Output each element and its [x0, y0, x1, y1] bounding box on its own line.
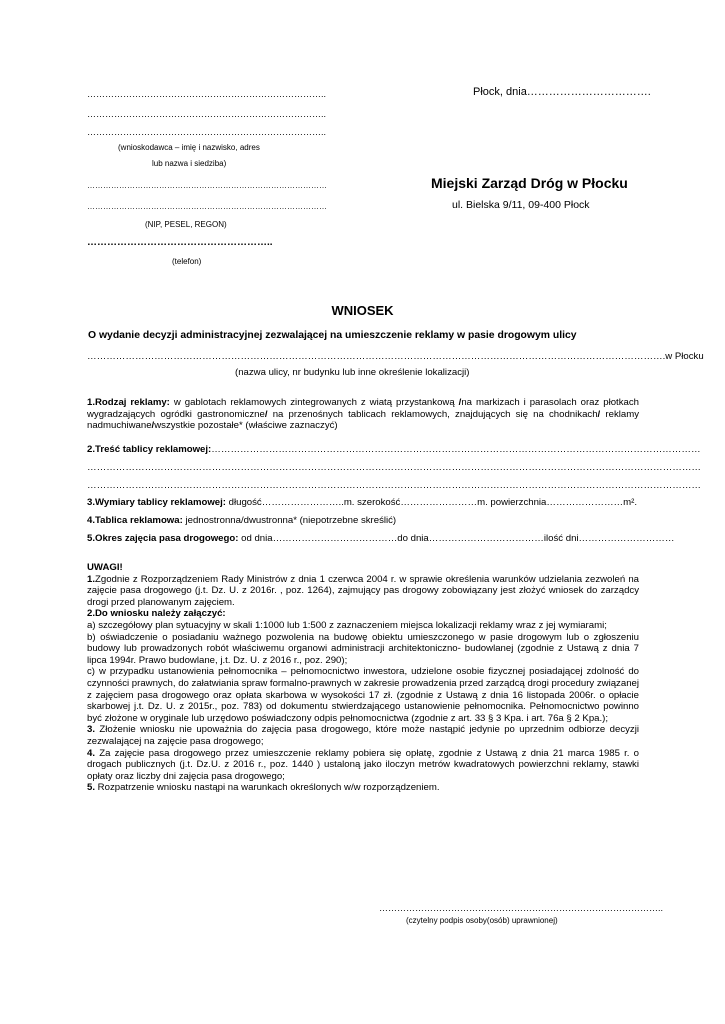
note-4-number: 4. — [87, 747, 96, 759]
office-address: ul. Bielska 9/11, 09-400 Płock — [452, 199, 590, 211]
applicant-line-3: …………………………………………………………………….. — [87, 127, 327, 137]
note-1-text: Zgodnie z Rozporządzeniem Rady Ministrów z dnia 1 czerwca 2004 r. w sprawie określenia warunków udzielania zezwoleń na zajęcie pasa drogowego (j.t. Dz. U. z 2016r. , poz. 1264), zajmujący pas drogowy zobowiązany jest złożyć wniosek do zarządcy drogi przed planowanym zajęciem. — [87, 573, 639, 608]
ad-type-option-portable-boards: na przenośnych tablicach reklamowych, znajdujących się na chodnikach — [267, 408, 598, 420]
office-name: Miejski Zarząd Dróg w Płocku — [431, 175, 628, 191]
note-2b: b) oświadczenie o posiadaniu ważnego pozwolenia na budowę obiektu umieszczonego w pasie drogowym lub o zgłoszeniu budowy lub prowadzonych robót właściwemu organowi administracji architektoniczno- budowlanej (zgodnie z Ustawą z dnia 7 lipca 1994r. Prawo budowlane, j.t. Dz. U. z 2016 r., poz. 290); — [87, 631, 639, 666]
signature-caption: (czytelny podpis osoby(osób) uprawnionej) — [406, 916, 558, 925]
note-2c: c) w przypadku ustanowienia pełnomocnika – pełnomocnictwo inwestora, udzielone osobie fizycznej posiadającej zdolność do czynności prawnych, do załatwiania spraw formalno-prawnych w zakresie prowadzenia przed zarządcą drogi procedury związanej z zajęciem pasa drogowego oraz opłata skarbowa w wysokości 17 zł. (zgodnie z Ustawą z dnia 16 listopada 2006r. o opłacie skarbowej j.t. Dz. U. z 2015r., poz. 783) od dokumentu stwierdzającego ustanowienie pełnomocnika. Pełnomocnictwo powinno być złożone w oryginale lub urzędowo poświadczony odpis pełnomocnictwa (zgodnie z art. 33 § 3 Kpa. i art. 76a § 2 Kpa.); — [87, 666, 639, 724]
section-occupation-period — [87, 533, 675, 544]
note-1 — [87, 574, 639, 609]
separator-slash: / — [597, 408, 601, 420]
board-sides-options: jednostronna/dwustronna* (niepotrzebne skreślić) — [182, 515, 397, 526]
section-board-sides — [87, 515, 396, 526]
note-3-number: 3. — [87, 724, 96, 736]
note-5 — [87, 782, 639, 794]
applicant-line-1: …………………………………………………………………….. — [87, 89, 327, 99]
section-dimensions-label: 3.Wymiary tablicy reklamowej: — [87, 497, 226, 508]
section-occupation-period-label: 5.Okres zajęcia pasa drogowego: — [87, 533, 239, 544]
occupation-period-fields: od dnia…………………………………do dnia………………………………ilość dni………………………… — [238, 533, 675, 544]
note-4 — [87, 748, 639, 783]
nip-line-1: ……………………………………………………………………………… — [87, 181, 327, 190]
ad-type-option-awnings: na markizach i parasolach oraz płotkach wygradzających ogródki gastronomiczne — [87, 397, 639, 420]
section-ad-type-label: 1.Rodzaj reklamy: — [87, 397, 170, 408]
dimensions-fields: długość……………………..m. szerokość……………………m. powierzchnia……………………m². — [226, 497, 637, 508]
phone-line: ……………………………………………….. — [87, 237, 273, 248]
separator-slash: / — [458, 397, 462, 408]
section-ad-content-label: 2.Treść tablicy reklamowej: — [87, 444, 212, 455]
section-ad-type — [87, 397, 639, 432]
note-2a: a) szczegółowy plan sytuacyjny w skali 1:1000 lub 1:500 z zaznaczeniem miejsca lokalizacji reklamy wraz z jej wymiarami; — [87, 619, 607, 631]
note-3 — [87, 724, 639, 747]
street-caption: (nazwa ulicy, nr budynku lub inne określenie lokalizacji) — [235, 367, 470, 378]
section-dimensions — [87, 497, 637, 508]
street-line: ……………………………………………………………………………………………………………………………………………………………….w Płocku — [87, 351, 704, 362]
note-3-text: Złożenie wniosku nie upoważnia do zajęcia pasa drogowego, które może nastąpić jedynie po uprzednim odbiorze decyzji zezwalającej na zajęcie pasa drogowego; — [87, 724, 639, 747]
phone-caption: (telefon) — [172, 257, 202, 266]
note-5-number: 5. — [87, 782, 96, 794]
applicant-caption-line-2: lub nazwa i siedziba) — [152, 159, 227, 168]
note-2-heading: 2.Do wniosku należy załączyć: — [87, 608, 226, 620]
ad-content-line-1: ……………………………………………………………………………………………………………………………………… — [211, 444, 701, 455]
ad-content-line-3: ………………………………………………………………………………………………………………………………………………………………………… — [87, 480, 701, 491]
note-5-text: Rozpatrzenie wniosku nastąpi na warunkach określonych w/w rozporządzeniem. — [95, 782, 440, 794]
applicant-caption-line-1: (wnioskodawca – imię i nazwisko, adres — [118, 143, 260, 152]
note-4-text: Za zajęcie pasa drogowego przez umieszczenie reklamy pobiera się opłatę, zgodnie z Ustawą z dnia 21 marca 1985 r. o drogach publicznych (j.t. Dz.U. z 2016 r., poz. 1440 ) ustaloną jako iloczyn metrów kwadratowych powierzchni reklamy, stawki opłaty oraz liczby dni zajęcia pasa drogowego; — [87, 747, 639, 782]
ad-content-line-2: ………………………………………………………………………………………………………………………………………………………………………… — [87, 462, 701, 473]
ad-type-option-bus-shelter: w gablotach reklamowych zintegrowanych z wiatą przystankową — [169, 397, 459, 408]
document-subtitle: O wydanie decyzji administracyjnej zezwalającej na umieszczenie reklamy w pasie drogowym ulicy — [88, 330, 577, 341]
separator-slash: / — [264, 408, 268, 420]
ad-type-option-inflatable: reklamy nadmuchiwane — [87, 408, 639, 432]
note-1-number: 1. — [87, 573, 96, 585]
place-date: Płock, dnia……………………………. — [473, 86, 651, 98]
ad-type-option-other: wszystkie pozostałe* (właściwe zaznaczyć) — [154, 420, 338, 432]
nip-line-2: ……………………………………………………………………………… — [87, 202, 327, 211]
signature-line: ………………………………………………………………………………….. — [379, 903, 664, 913]
nip-caption: (NIP, PESEL, REGON) — [145, 220, 227, 229]
notes-heading: UWAGI! — [87, 562, 123, 573]
applicant-line-2: …………………………………………………………………….. — [87, 109, 327, 119]
separator-slash: / — [151, 420, 155, 432]
section-board-sides-label: 4.Tablica reklamowa: — [87, 515, 183, 526]
document-title: WNIOSEK — [331, 303, 394, 318]
section-ad-content — [87, 444, 701, 455]
notes-block — [87, 562, 639, 794]
